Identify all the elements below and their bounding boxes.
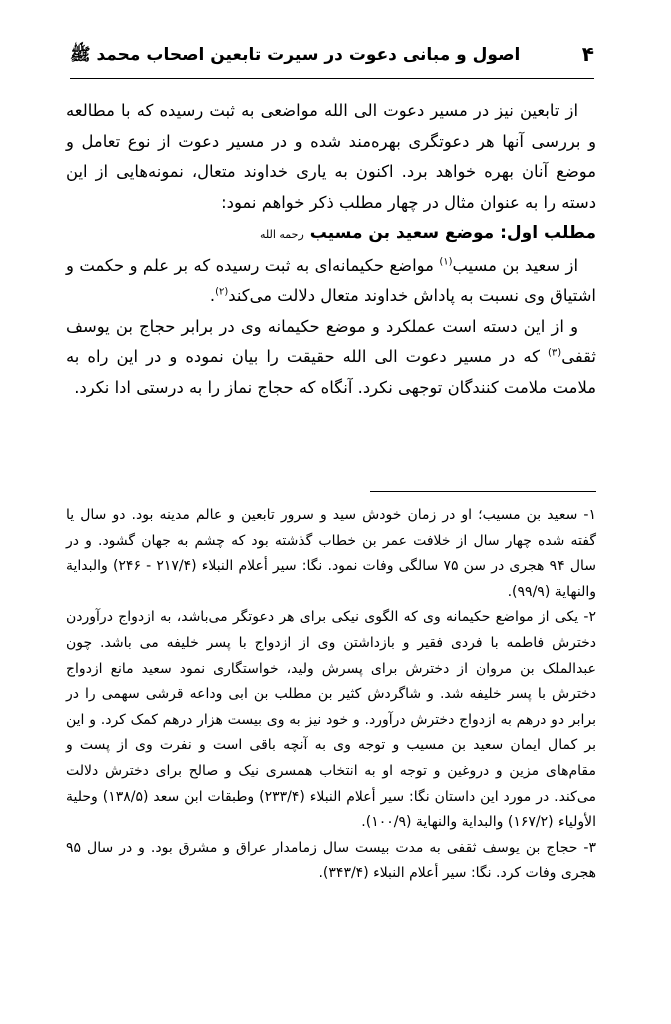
- running-title: اصول و مبانی دعوت در سیرت تابعین اصحاب محمد ﷺ: [70, 45, 521, 65]
- paragraph-1: [66, 251, 596, 312]
- footnote-ref-2[interactable]: (۲): [215, 286, 229, 298]
- footnote-ref-3[interactable]: (۳): [548, 347, 562, 359]
- footnotes: [66, 503, 596, 887]
- paragraph-2: [66, 312, 596, 404]
- paragraph-1-part-b: مواضع حکیمانه‌ای به ثبت رسیده که بر علم و حکمت و اشتیاق وی نسبت به پاداش خداوند متعال دلالت می‌کند: [66, 255, 596, 305]
- footnote-1: ۱- سعید بن مسیب؛ او در زمان خودش سید و سرور تابعین و عالم مدینه بود. دو سال یا گفته شده چهار سال از خلافت عمر بن خطاب گذشته بود که چشم به جهان گشود. و در سال ۹۴ هجری در سن ۷۵ سالگی وفات نمود. نگا: سیر أعلام النبلاء (۲۱۷/۴ - ۲۴۶) والبدایة والنهایة (۹۹/۹).: [66, 507, 596, 600]
- intro-paragraph: از تابعین نیز در مسیر دعوت الی الله مواضعی به ثبت رسیده که با مطالعه و بررسی آنها هر دعوتگری بهره‌مند شده و در مسیر دعوت از نوع تعامل و موضع آنان بهره خواهد برد. اکنون به یاری خداوند متعال، نمونه‌هایی از این دسته را به عنوان مثال در چهار مطلب ذکر خواهم نمود:: [66, 101, 596, 212]
- main-text: [66, 96, 596, 403]
- page-header: [70, 40, 594, 76]
- honorific-symbol: رحمه الله: [259, 228, 304, 241]
- footnote-3: ۳- حجاج بن یوسف ثقفی به مدت بیست سال زمامدار عراق و مشرق بود. و در سال ۹۵ هجری وفات کرد. نگا: سیر أعلام النبلاء (۳۴۳/۴).: [66, 839, 596, 882]
- footnote-ref-1[interactable]: (۱): [439, 256, 453, 268]
- paragraph-2-part-b: که در مسیر دعوت الی الله حقیقت را بیان نموده و در این راه به ملامت ملامت کنندگان توجهی نکرد. آنگاه که حجاج نماز را به درستی ادا نکرد.: [66, 347, 596, 397]
- paragraph-1-part-c: .: [209, 286, 216, 305]
- section-heading-text: مطلب اول: موضع سعید بن مسیب: [309, 223, 596, 243]
- footnote-divider: [370, 491, 596, 492]
- section-heading: [66, 218, 596, 251]
- paragraph-2-part-a: و از این دسته است عملکرد و موضع حکیمانه وی در برابر حجاج بن یوسف ثقفی: [66, 316, 596, 366]
- page-number: ۴: [581, 42, 594, 66]
- paragraph-1-part-a: از سعید بن مسیب: [452, 255, 578, 275]
- header-divider: [70, 78, 594, 79]
- footnote-2: ۲- یکی از مواضع حکیمانه وی که الگوی نیکی برای هر دعوتگر می‌باشد، به ازدواج درآوردن دخترش فاطمه با فردی فقیر و بازداشتن وی از ازدواج با پسر خلیفه می باشد. چون عبدالملک بن مروان از دخترش برای پسرش ولید، خواستگاری نمود سعید مانع ازدواج دخترش با پسر خلیفه شد. و شاگردش کثیر بن مطلب بن ابی وداعه قرشی سهمی را در برابر دو درهم به ازدواج دخترش درآورد. و خود نیز به وی بیست هزار درهم کمک کرد. و این بر کمال ایمان سعید بن مسیب و توجه وی به آنچه باقی است و نفرت وی از پست و مقام‌های مزین و دروغین و توجه او به انتخاب همسری نیک و صالح برای دخترش دلالت می‌کند. در مورد این داستان نگا: سیر أعلام النبلاء (۲۳۳/۴) وطبقات ابن سعد (۱۳۸/۵) وحلیة الأولیاء (۱۶۷/۲) والبدایة والنهایة (۱۰۰/۹).: [66, 609, 596, 831]
